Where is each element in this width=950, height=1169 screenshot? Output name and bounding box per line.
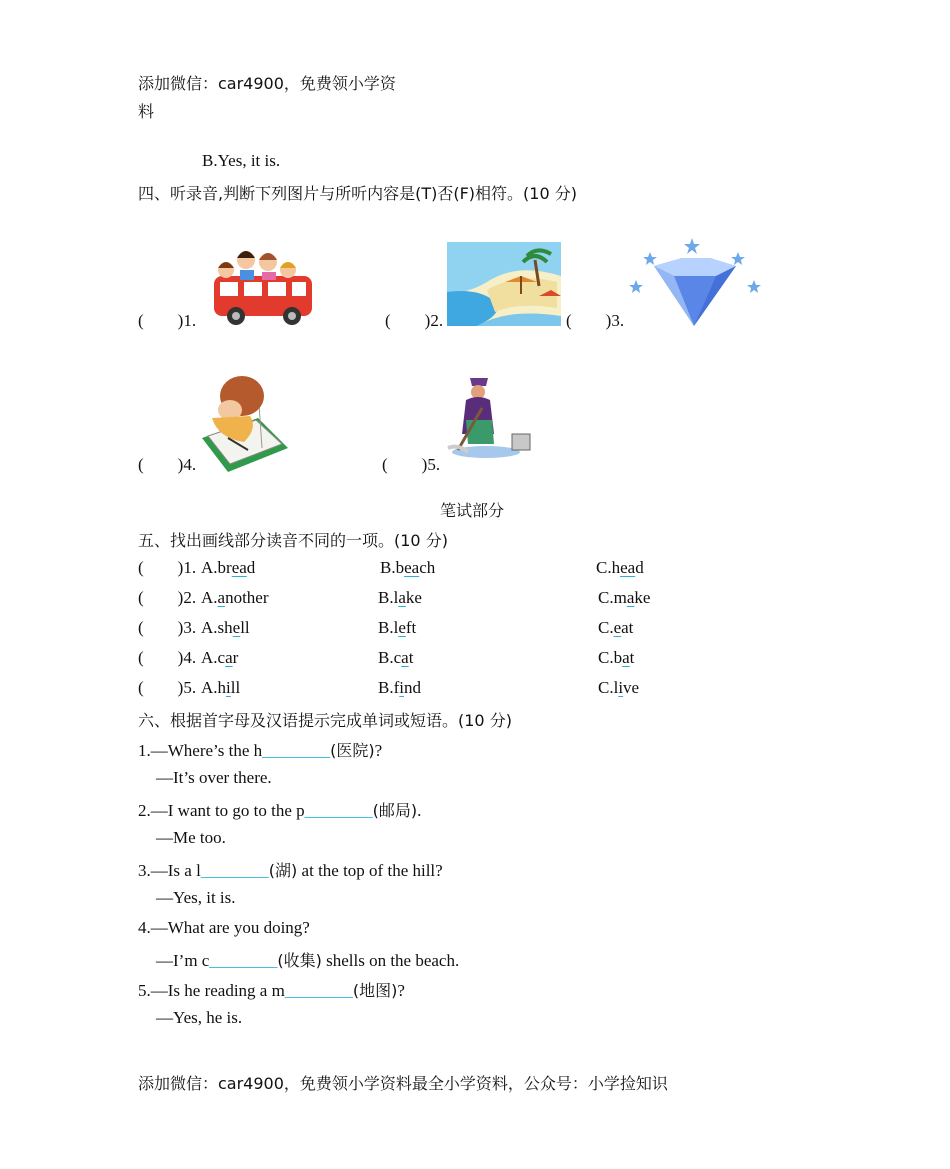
s6-q1[interactable]: 1.—Where’s the h________(医院)?: [138, 741, 383, 760]
s6-q4: 4.—What are you doing?: [138, 918, 310, 937]
s5-row-4-num: ( )4.: [138, 648, 197, 667]
s5-row-3-option-a[interactable]: A.shell: [201, 618, 250, 637]
s4-item-2-label: ( )2.: [385, 311, 444, 330]
s5-row-2-num: ( )2.: [138, 588, 197, 607]
s6-a1: —It’s over there.: [156, 768, 272, 787]
girl-writing-icon: [198, 368, 290, 476]
s6-a3: —Yes, it is.: [156, 888, 236, 907]
s5-row-3-option-b[interactable]: B.left: [378, 618, 417, 637]
s5-row-5-option-c[interactable]: C.live: [598, 678, 640, 697]
s6-q3[interactable]: 3.—Is a l________(湖) at the top of the hill?: [138, 861, 443, 880]
s4-item-4-label: ( )4.: [138, 455, 197, 474]
written-part-heading: 笔试部分: [440, 501, 505, 520]
s5-row-4-option-b[interactable]: B.cat: [378, 648, 414, 667]
s6-a5: —Yes, he is.: [156, 1008, 243, 1027]
s5-row-1-option-c[interactable]: C.head: [596, 558, 644, 577]
section-4-title: 四、听录音,判断下列图片与所听内容是(T)否(F)相符。(10 分): [138, 184, 577, 203]
header-line-2: 料: [138, 102, 155, 121]
s6-a2: —Me too.: [156, 828, 226, 847]
s4-item-3-label: ( )3.: [566, 311, 625, 330]
s5-row-2-option-b[interactable]: B.lake: [378, 588, 422, 607]
s4-item-1-label: ( )1.: [138, 311, 197, 330]
header-line-1: 添加微信：car4900，免费领小学资: [138, 74, 396, 93]
s4-item-5-label: ( )5.: [382, 455, 441, 474]
diamond-icon: [626, 236, 764, 330]
s5-row-2-option-c[interactable]: C.make: [598, 588, 651, 607]
s5-row-2-option-a[interactable]: A.another: [201, 588, 269, 607]
beach-icon: [447, 242, 561, 326]
previous-answer: B.Yes, it is.: [202, 151, 281, 170]
s6-a4[interactable]: —I’m c________(收集) shells on the beach.: [156, 951, 460, 970]
s5-row-5-option-b[interactable]: B.find: [378, 678, 421, 697]
s6-q5[interactable]: 5.—Is he reading a m________(地图)?: [138, 981, 405, 1000]
s5-row-5-option-a[interactable]: A.hill: [201, 678, 241, 697]
s5-row-3-num: ( )3.: [138, 618, 197, 637]
s5-row-4-option-a[interactable]: A.car: [201, 648, 239, 667]
s5-row-3-option-c[interactable]: C.eat: [598, 618, 634, 637]
s5-row-1-num: ( )1.: [138, 558, 197, 577]
s5-row-5-num: ( )5.: [138, 678, 197, 697]
footer-note: 添加微信：car4900，免费领小学资料最全小学资料，公众号：小学捡知识: [138, 1074, 668, 1093]
bus-family-icon: [200, 248, 318, 326]
s5-row-4-option-c[interactable]: C.bat: [598, 648, 635, 667]
section-5-title: 五、找出画线部分读音不同的一项。(10 分): [138, 531, 448, 550]
s5-row-1-option-a[interactable]: A.bread: [201, 558, 256, 577]
s6-q2[interactable]: 2.—I want to go to the p________(邮局).: [138, 801, 422, 820]
s5-row-1-option-b[interactable]: B.beach: [380, 558, 436, 577]
section-6-title: 六、根据首字母及汉语提示完成单词或短语。(10 分): [138, 711, 512, 730]
cleaner-mopping-icon: [440, 374, 536, 460]
